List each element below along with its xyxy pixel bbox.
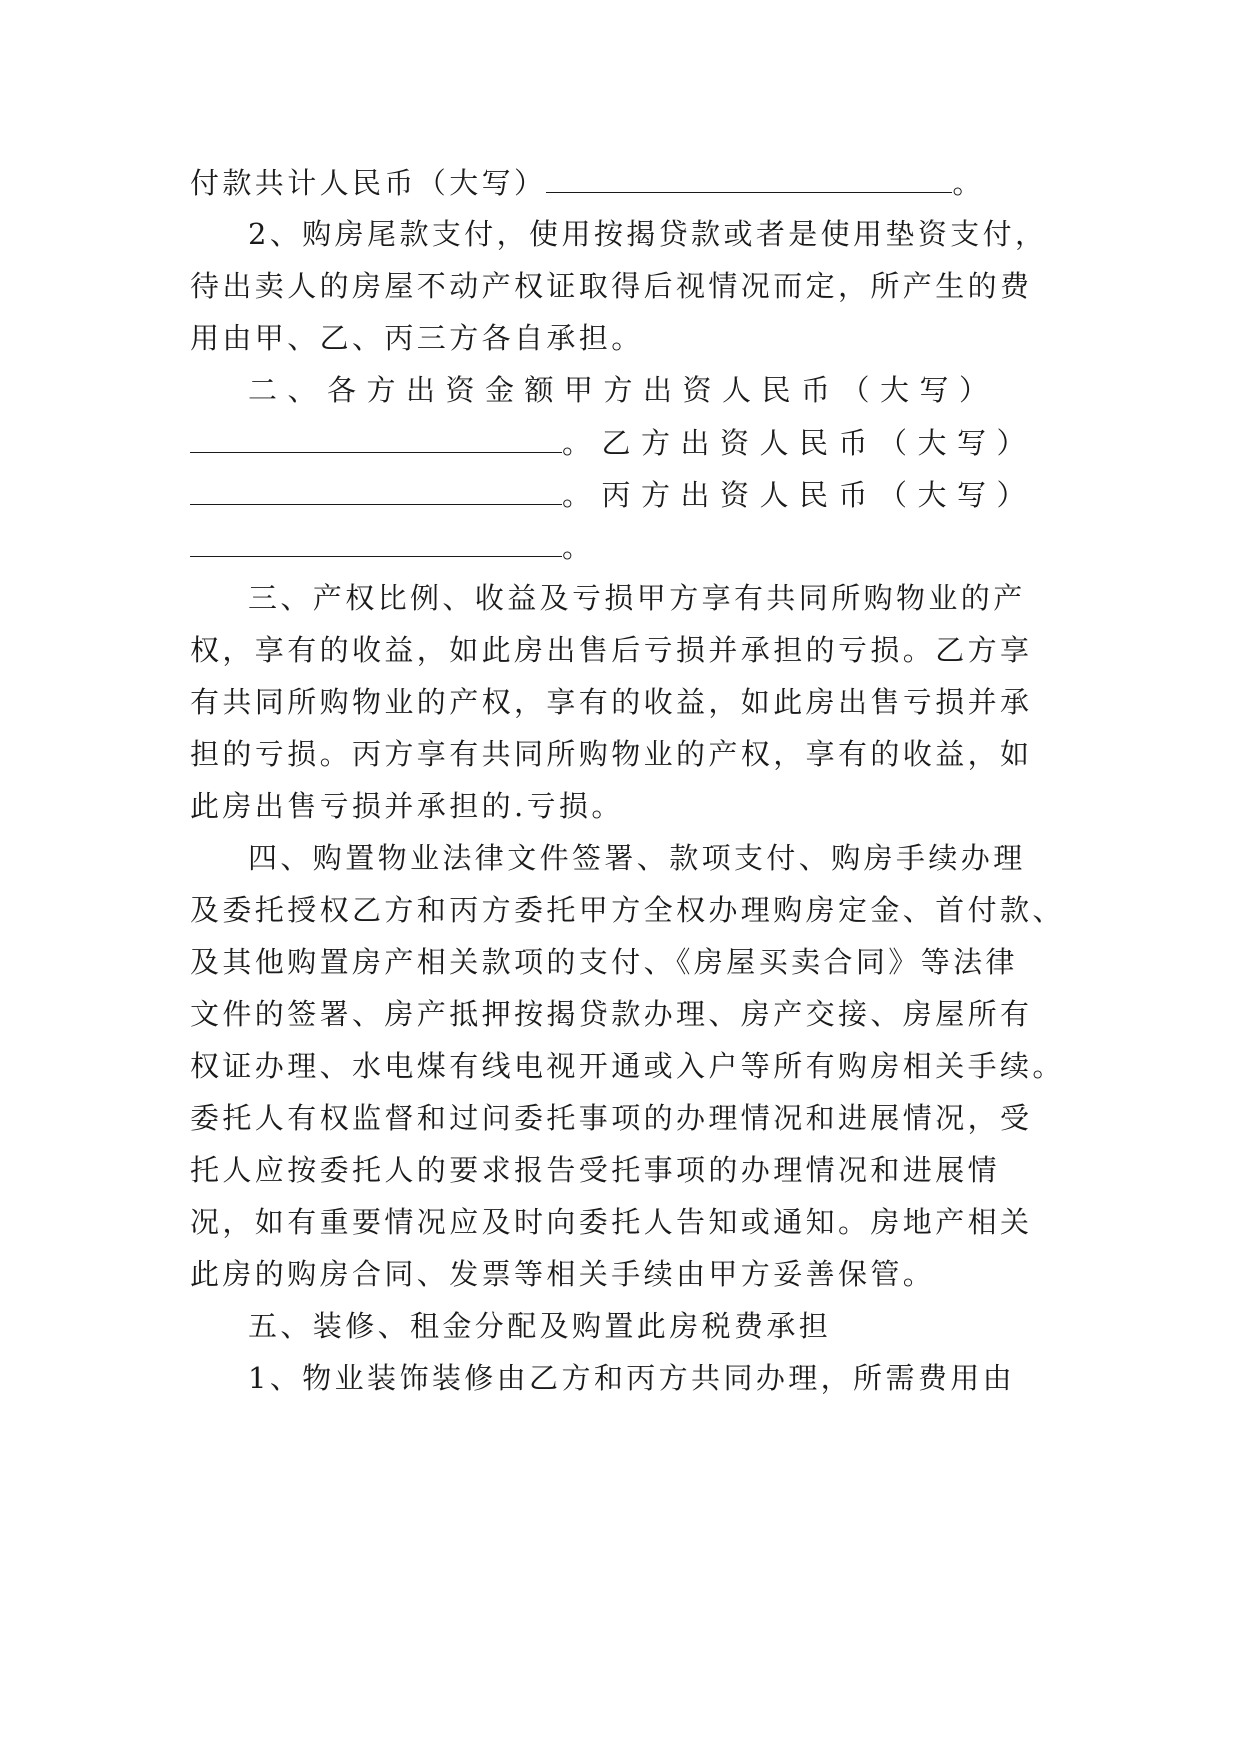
paragraph-line — [190, 994, 1050, 1034]
paragraph-text: 及委托授权乙方和丙方委托甲方全权办理购房定金、首付款、 — [190, 893, 1065, 927]
paragraph-line — [248, 214, 1108, 254]
paragraph-text: 。 — [562, 530, 595, 564]
paragraph-text: 担的亏损。丙方享有共同所购物业的产权，享有的收益，如 — [190, 737, 1033, 771]
text-line-party-b-contribution — [190, 422, 1050, 462]
section-heading-legal-documents — [248, 838, 1108, 878]
paragraph-text: 有共同所购物业的产权，享有的收益，如此房出售亏损并承 — [190, 685, 1033, 719]
paragraph-text: 权，享有的收益，如此房出售后亏损并承担的亏损。乙方享 — [190, 633, 1033, 667]
paragraph-text: 用由甲、乙、丙三方各自承担。 — [190, 321, 644, 355]
section-heading-renovation — [248, 1306, 1108, 1346]
paragraph-text: 待出卖人的房屋不动产权证取得后视情况而定，所产生的费 — [190, 269, 1033, 303]
paragraph-line — [190, 942, 1050, 982]
paragraph-line — [190, 1254, 1050, 1294]
paragraph-line — [190, 890, 1065, 930]
paragraph-line — [190, 1150, 1050, 1190]
paragraph-line — [190, 630, 1050, 670]
fill-blank-party-b-amount[interactable] — [190, 474, 562, 505]
paragraph-text: 1、物业装饰装修由乙方和丙方共同办理，所需费用由 — [248, 1361, 1016, 1395]
paragraph-text: 三、产权比例、收益及亏损甲方享有共同所购物业的产 — [248, 581, 1026, 615]
paragraph-line — [190, 1046, 1065, 1086]
paragraph-text: 。乙方出资人民币（大写） — [562, 426, 1037, 460]
section-heading-ownership — [248, 578, 1108, 618]
paragraph-text: 五、装修、租金分配及购置此房税费承担 — [248, 1309, 832, 1343]
punctuation: 。 — [952, 166, 985, 200]
paragraph-line — [190, 682, 1050, 722]
paragraph-text: 权证办理、水电煤有线电视开通或入户等所有购房相关手续。 — [190, 1049, 1065, 1083]
clause-balance-payment: 2、购房尾款支付，使用按揭贷款或者是使用垫资支付， — [248, 217, 1048, 251]
text-line-payment-total — [190, 162, 1050, 202]
fill-blank-payment-total[interactable] — [546, 162, 952, 193]
text-line-party-c-contribution — [190, 474, 1050, 514]
fill-blank-party-a-amount[interactable] — [190, 422, 562, 453]
fill-blank-party-c-amount[interactable] — [190, 526, 562, 557]
paragraph-line — [190, 734, 1050, 774]
paragraph-line — [190, 266, 1050, 306]
paragraph-line — [248, 1358, 1108, 1398]
section-heading-contributions — [248, 370, 1108, 410]
paragraph-text: 。丙方出资人民币（大写） — [562, 478, 1037, 512]
paragraph-text: 委托人有权监督和过问委托事项的办理情况和进展情况，受 — [190, 1101, 1033, 1135]
paragraph-text: 文件的签署、房产抵押按揭贷款办理、房产交接、房屋所有 — [190, 997, 1033, 1031]
paragraph-text: 此房的购房合同、发票等相关手续由甲方妥善保管。 — [190, 1257, 936, 1291]
paragraph-text: 托人应按委托人的要求报告受托事项的办理情况和进展情 — [190, 1153, 1001, 1187]
payment-total-label: 付款共计人民币（大写） — [190, 166, 547, 200]
paragraph-text: 四、购置物业法律文件签署、款项支付、购房手续办理 — [248, 841, 1026, 875]
paragraph-line — [190, 786, 1050, 826]
paragraph-line — [190, 318, 1050, 358]
paragraph-text: 况，如有重要情况应及时向委托人告知或通知。房地产相关 — [190, 1205, 1033, 1239]
paragraph-line — [190, 1202, 1050, 1242]
text-line-party-c-amount — [190, 526, 1050, 566]
paragraph-text: 及其他购置房产相关款项的支付、《房屋买卖合同》等法律 — [190, 945, 1018, 979]
paragraph-text: 此房出售亏损并承担的.亏损。 — [190, 789, 624, 823]
paragraph-line — [190, 1098, 1050, 1138]
paragraph-text: 二、各方出资金额甲方出资人民币（大写） — [248, 373, 999, 407]
